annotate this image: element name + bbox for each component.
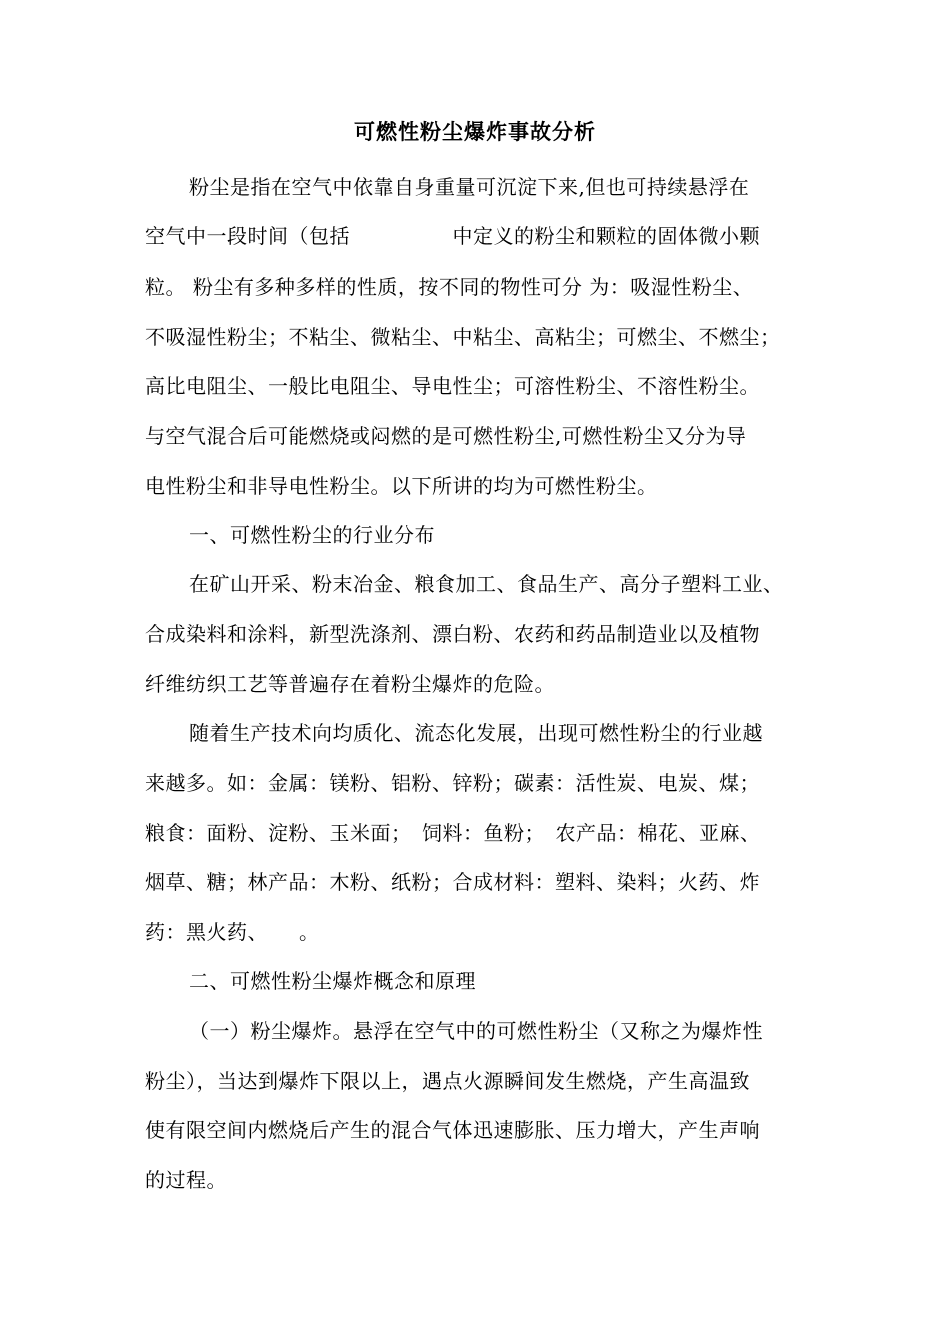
text-line: 合成染料和涂料，新型洗涤剂、漂白粉、农药和药品制造业以及植物: [145, 622, 760, 646]
text-line: 高比电阻尘、一般比电阻尘、导电性尘；可溶性粉尘、不溶性粉尘。: [145, 374, 760, 398]
text-line: 来越多。如：金属：镁粉、铝粉、锌粉；碳素：活性炭、电炭、煤；: [145, 771, 760, 795]
text-line: 纤维纺织工艺等普遍存在着粉尘爆炸的危险。: [145, 672, 555, 696]
text-line: 使有限空间内燃烧后产生的混合气体迅速膨胀、压力增大，产生声响: [145, 1118, 760, 1142]
section-heading: 二、可燃性粉尘爆炸概念和原理: [189, 969, 476, 993]
text-line: 随着生产技术向均质化、流态化发展，出现可燃性粉尘的行业越: [189, 721, 763, 745]
text-line: 药：黑火药、 。: [145, 920, 320, 944]
text-line: 电性粉尘和非导电性粉尘。以下所讲的均为可燃性粉尘。: [145, 474, 658, 498]
text-line: 粒。 粉尘有多种多样的性质，按不同的物性可分 为：吸湿性粉尘、: [145, 275, 754, 299]
text-line: 烟草、糖；林产品：木粉、纸粉；合成材料：塑料、染料；火药、炸: [145, 870, 760, 894]
text-line: （一）粉尘爆炸。悬浮在空气中的可燃性粉尘（又称之为爆炸性: [189, 1019, 763, 1043]
text-line: 的过程。: [145, 1168, 227, 1192]
text-line: 与空气混合后可能燃烧或闷燃的是可燃性粉尘,可燃性粉尘又分为导: [145, 424, 747, 448]
text-line: 不吸湿性粉尘；不粘尘、微粘尘、中粘尘、高粘尘；可燃尘、不燃尘；: [145, 325, 781, 349]
text-line: 空气中一段时间（包括 中定义的粉尘和颗粒的固体微小颗: [145, 224, 760, 248]
section-heading: 一、可燃性粉尘的行业分布: [189, 523, 435, 547]
text-line: 在矿山开采、粉末冶金、粮食加工、食品生产、高分子塑料工业、: [189, 572, 784, 596]
text-line: 粉尘是指在空气中依靠自身重量可沉淀下来,但也可持续悬浮在: [189, 175, 750, 199]
text-line: 粮食：面粉、淀粉、玉米面； 饲料：鱼粉； 农产品：棉花、亚麻、: [145, 821, 761, 845]
text-line: 粉尘），当达到爆炸下限以上，遇点火源瞬间发生燃烧，产生高温致: [145, 1069, 750, 1093]
document-title: 可燃性粉尘爆炸事故分析: [354, 120, 596, 144]
